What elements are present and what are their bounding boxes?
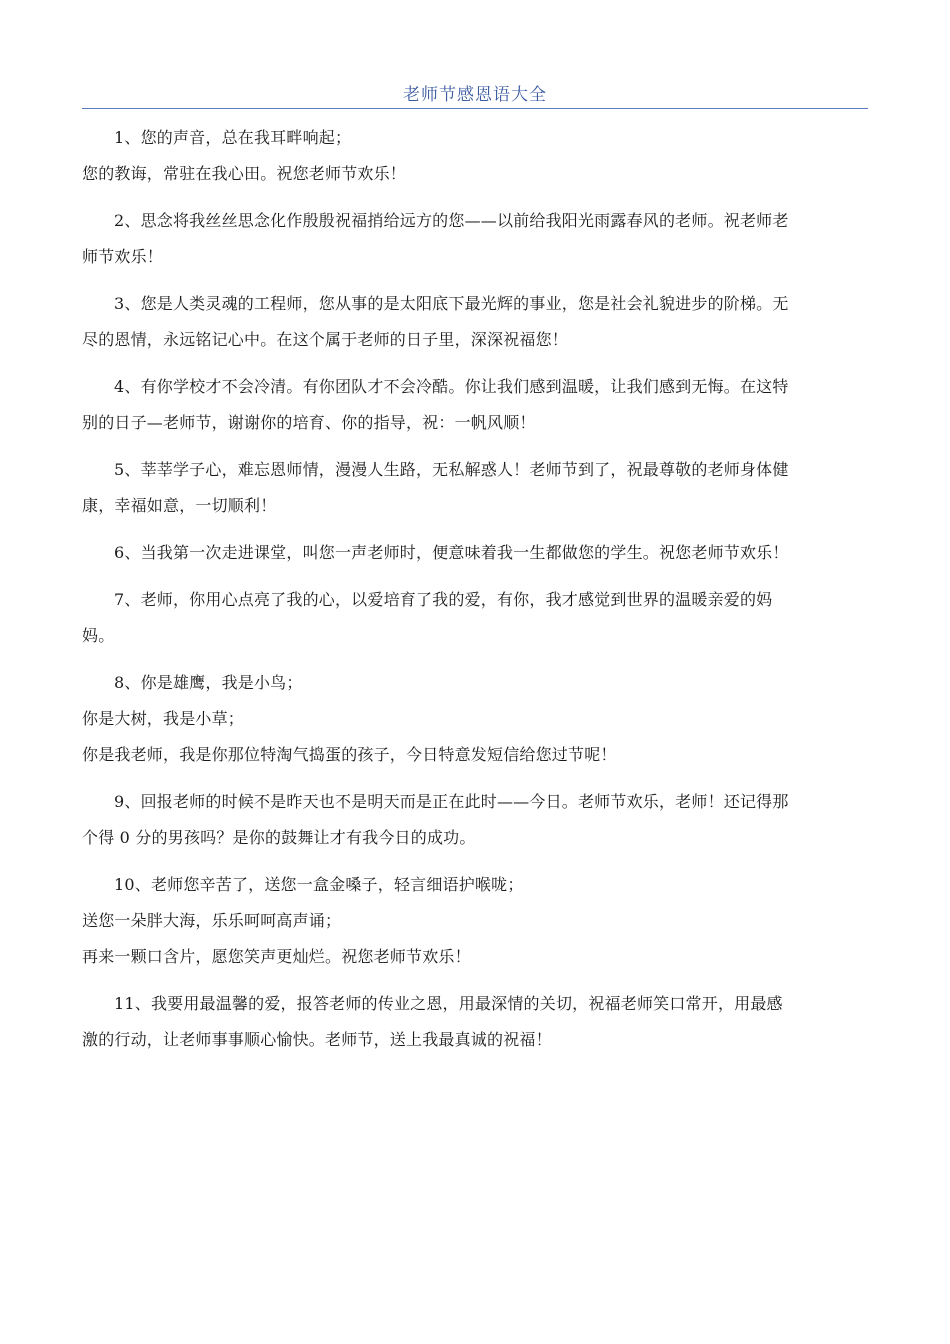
paragraph-line: 8、你是雄鹰，我是小鸟； [114, 673, 303, 692]
paragraph-line: 7、老师，你用心点亮了我的心，以爱培育了我的爱，有你，我才感觉到世界的温暖亲爱的妈 [114, 590, 773, 609]
paragraph-line: 1、您的声音，总在我耳畔响起； [114, 128, 352, 147]
paragraph-line: 4、有你学校才不会冷清。有你团队才不会冷酷。你让我们感到温暖，让我们感到无悔。在这特 [114, 377, 789, 396]
paragraph-line: 个得 0 分的男孩吗？是你的鼓舞让才有我今日的成功。 [82, 828, 476, 847]
paragraph [82, 286, 872, 358]
paragraph-line: 师节欢乐！ [82, 247, 164, 266]
paragraph [82, 203, 872, 275]
paragraph-line: 送您一朵胖大海，乐乐呵呵高声诵； [82, 911, 342, 930]
paragraph-line: 别的日子—老师节，谢谢你的培育、你的指导，祝：一帆风顺！ [82, 413, 536, 432]
paragraph [82, 535, 872, 571]
document-title: 老师节感恩语大全 [403, 85, 547, 105]
paragraph-line: 你是大树，我是小草； [82, 709, 245, 728]
paragraph-line: 激的行动，让老师事事顺心愉快。老师节，送上我最真诚的祝福！ [82, 1030, 552, 1049]
paragraph-line: 10、老师您辛苦了，送您一盒金嗓子，轻言细语护喉咙； [114, 875, 524, 894]
paragraph-line: 您的教诲，常驻在我心田。祝您老师节欢乐！ [82, 164, 407, 183]
paragraph [82, 986, 872, 1058]
paragraph [82, 452, 872, 524]
paragraph [82, 784, 872, 856]
paragraph [82, 369, 872, 441]
paragraph [82, 582, 872, 654]
document-body [82, 120, 872, 1069]
paragraph [82, 120, 872, 192]
paragraph [82, 665, 872, 773]
title-underline [82, 108, 868, 109]
paragraph-line: 妈。 [82, 626, 115, 645]
paragraph-line: 再来一颗口含片，愿您笑声更灿烂。祝您老师节欢乐！ [82, 947, 471, 966]
paragraph-line: 3、您是人类灵魂的工程师，您从事的是太阳底下最光辉的事业，您是社会礼貌进步的阶梯。无 [114, 294, 789, 313]
paragraph-line: 5、莘莘学子心，难忘恩师情，漫漫人生路，无私解惑人！老师节到了，祝最尊敬的老师身体健 [114, 460, 789, 479]
paragraph-line: 你是我老师，我是你那位特淘气捣蛋的孩子，今日特意发短信给您过节呢！ [82, 745, 617, 764]
paragraph-line: 6、当我第一次走进课堂，叫您一声老师时，便意味着我一生都做您的学生。祝您老师节欢乐！ [114, 543, 789, 562]
paragraph-line: 11、我要用最温馨的爱，报答老师的传业之恩，用最深情的关切，祝福老师笑口常开，用最感 [114, 994, 783, 1013]
paragraph-line: 康，幸福如意，一切顺利！ [82, 496, 277, 515]
paragraph-line: 尽的恩情，永远铭记心中。在这个属于老师的日子里，深深祝福您！ [82, 330, 569, 349]
paragraph [82, 867, 872, 975]
paragraph-line: 9、回报老师的时候不是昨天也不是明天而是正在此时——今日。老师节欢乐，老师！还记得那 [114, 792, 789, 811]
paragraph-line: 2、思念将我丝丝思念化作殷殷祝福捎给远方的您——以前给我阳光雨露春风的老师。祝老师老 [114, 211, 789, 230]
